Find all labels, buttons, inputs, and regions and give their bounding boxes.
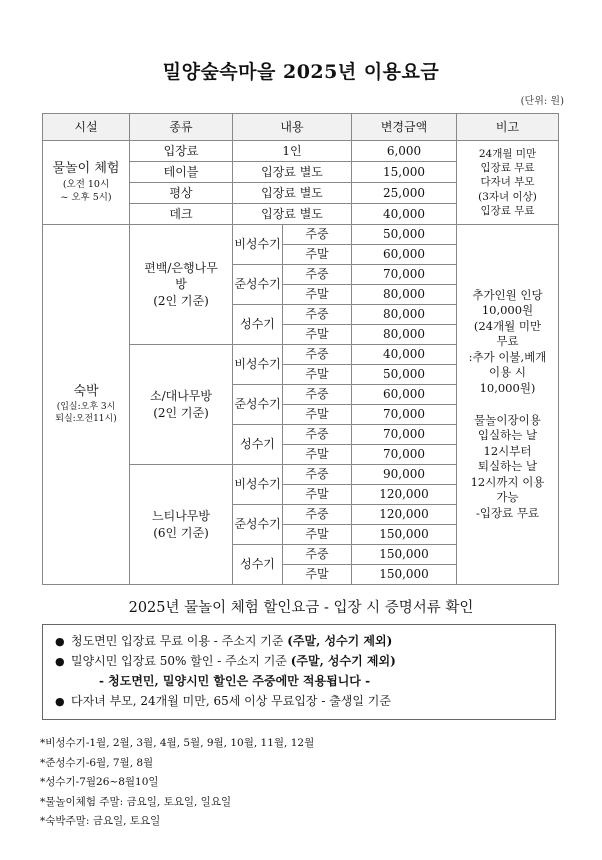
season-label: 성수기 bbox=[240, 317, 275, 332]
season-name bbox=[233, 465, 283, 505]
weekend-label: 주말 bbox=[283, 245, 352, 265]
weekend-price: 150,000 bbox=[352, 565, 457, 585]
water-note-line: 입장료 무료 bbox=[480, 204, 535, 217]
weekday-label: 주중 bbox=[283, 545, 352, 565]
water-note-line: 24개월 미만 bbox=[478, 148, 537, 161]
lodging-note-line: 12시까지 이용 bbox=[470, 474, 545, 489]
footnotes bbox=[40, 734, 314, 832]
water-content: 입장료 별도 bbox=[233, 204, 352, 225]
season-name bbox=[233, 305, 283, 345]
weekday-price: 70,000 bbox=[352, 265, 457, 285]
weekday-price: 60,000 bbox=[352, 385, 457, 405]
bullet-icon: ● bbox=[55, 635, 65, 648]
room-name-line2: 방 bbox=[175, 277, 187, 292]
lodging-facility-name: 숙박 bbox=[73, 384, 99, 400]
weekday-label: 주중 bbox=[283, 265, 352, 285]
lodging-note-spacer bbox=[457, 397, 558, 413]
water-type: 테이블 bbox=[130, 162, 233, 183]
lodging-note-line: 입실하는 날 bbox=[477, 428, 538, 443]
page-title: 밀양숲속마을 2025년 이용요금 bbox=[162, 61, 440, 83]
table-header-row bbox=[43, 114, 559, 141]
lodging-hours-line1: (입실:오후 3시 bbox=[56, 401, 116, 412]
weekday-price: 70,000 bbox=[352, 425, 457, 445]
weekend-label: 주말 bbox=[283, 565, 352, 585]
water-facility-name: 물놀이 체험 bbox=[52, 161, 120, 177]
weekend-label: 주말 bbox=[283, 365, 352, 385]
footnote: *숙박주말: 금요일, 토요일 bbox=[40, 815, 161, 827]
season-name bbox=[233, 225, 283, 265]
weekend-price: 70,000 bbox=[352, 445, 457, 465]
water-hours-line2: ~ 오후 5시) bbox=[60, 192, 112, 204]
weekend-price: 80,000 bbox=[352, 325, 457, 345]
lodging-note-line: 물놀이장이용 bbox=[474, 412, 541, 427]
water-price: 25,000 bbox=[352, 183, 457, 204]
water-price: 40,000 bbox=[352, 204, 457, 225]
weekday-label: 주중 bbox=[283, 305, 352, 325]
weekday-label: 주중 bbox=[283, 425, 352, 445]
lodging-note-line: 퇴실하는 날 bbox=[477, 459, 538, 474]
room-capacity: (2인 기준) bbox=[153, 405, 209, 420]
discount-bold: (주말, 성수기 제외) bbox=[287, 634, 393, 648]
season-name bbox=[233, 545, 283, 585]
water-price: 6,000 bbox=[352, 141, 457, 162]
discount-title: 2025년 물놀이 체험 할인요금 - 입장 시 증명서류 확인 bbox=[128, 600, 474, 616]
weekday-price: 40,000 bbox=[352, 345, 457, 365]
header-note: 비고 bbox=[457, 114, 559, 141]
lodging-facility-cell bbox=[43, 225, 130, 585]
room-name-cell bbox=[130, 345, 233, 465]
weekday-price: 90,000 bbox=[352, 465, 457, 485]
weekend-price: 80,000 bbox=[352, 285, 457, 305]
water-facility-cell bbox=[43, 141, 130, 225]
discount-text: 다자녀 부모, 24개월 미만, 65세 이상 무료입장 - 출생일 기준 bbox=[71, 694, 391, 708]
season-label: 비성수기 bbox=[234, 237, 281, 252]
lodging-note-cell bbox=[457, 225, 559, 585]
discount-line-4 bbox=[55, 691, 545, 711]
water-content: 입장료 별도 bbox=[233, 183, 352, 204]
weekday-label: 주중 bbox=[283, 225, 352, 245]
footnote: *비성수기-1월, 2월, 3월, 4월, 5월, 9월, 10월, 11월, 12월 bbox=[40, 737, 315, 749]
footnote: *물놀이체험 주말: 금요일, 토요일, 일요일 bbox=[40, 795, 232, 808]
weekend-label: 주말 bbox=[283, 485, 352, 505]
lodging-note-line: 무료 bbox=[496, 334, 519, 349]
water-note-line: (3자녀 이상) bbox=[478, 190, 537, 203]
header-content: 내용 bbox=[233, 114, 352, 141]
discount-line-2 bbox=[55, 651, 545, 671]
weekend-price: 150,000 bbox=[352, 525, 457, 545]
water-hours-line1: (오전 10시 bbox=[62, 178, 110, 190]
header-type: 종류 bbox=[130, 114, 233, 141]
weekend-price: 60,000 bbox=[352, 245, 457, 265]
header-facility: 시설 bbox=[43, 114, 130, 141]
discount-text: 밀양시민 입장료 50% 할인 - 주소지 기준 bbox=[71, 654, 291, 668]
water-content: 입장료 별도 bbox=[233, 162, 352, 183]
lodging-note-line: -입장료 무료 bbox=[475, 505, 540, 520]
water-note-cell bbox=[457, 141, 559, 225]
weekend-price: 120,000 bbox=[352, 485, 457, 505]
footnote: *성수기-7월26~8월10일 bbox=[40, 776, 159, 788]
weekday-label: 주중 bbox=[283, 465, 352, 485]
season-label: 성수기 bbox=[240, 437, 275, 452]
table-row bbox=[43, 141, 559, 162]
lodging-note-line: (24개월 미만 bbox=[473, 318, 542, 333]
weekend-label: 주말 bbox=[283, 445, 352, 465]
weekend-label: 주말 bbox=[283, 285, 352, 305]
season-name bbox=[233, 505, 283, 545]
bullet-icon: ● bbox=[55, 655, 65, 668]
season-name bbox=[233, 265, 283, 305]
weekday-price: 120,000 bbox=[352, 505, 457, 525]
season-label: 비성수기 bbox=[234, 477, 281, 492]
lodging-note-line: 10,000원 bbox=[481, 303, 534, 318]
discount-bold: (주말, 성수기 제외) bbox=[290, 654, 396, 668]
season-name bbox=[233, 345, 283, 385]
weekend-label: 주말 bbox=[283, 405, 352, 425]
season-name bbox=[233, 425, 283, 465]
room-capacity: (2인 기준) bbox=[153, 293, 209, 308]
weekday-price: 80,000 bbox=[352, 305, 457, 325]
bullet-icon: ● bbox=[55, 695, 65, 708]
water-price: 15,000 bbox=[352, 162, 457, 183]
weekday-label: 주중 bbox=[283, 505, 352, 525]
lodging-note-line: 이용 시 bbox=[489, 365, 526, 380]
weekday-label: 주중 bbox=[283, 385, 352, 405]
weekend-price: 50,000 bbox=[352, 365, 457, 385]
season-label: 준성수기 bbox=[234, 277, 281, 292]
season-label: 준성수기 bbox=[234, 517, 281, 532]
water-type: 입장료 bbox=[130, 141, 233, 162]
weekend-price: 70,000 bbox=[352, 405, 457, 425]
weekday-price: 50,000 bbox=[352, 225, 457, 245]
weekday-label: 주중 bbox=[283, 345, 352, 365]
lodging-note-line: :추가 이불,베개 bbox=[468, 349, 547, 364]
season-name bbox=[233, 385, 283, 425]
lodging-note-line: 10,000원) bbox=[479, 380, 536, 395]
weekend-label: 주말 bbox=[283, 525, 352, 545]
discount-text: 청도면민 입장료 무료 이용 - 주소지 기준 bbox=[71, 634, 288, 648]
lodging-hours-line2: 퇴실:오전11시) bbox=[55, 414, 117, 425]
season-label: 성수기 bbox=[240, 557, 275, 572]
season-label: 비성수기 bbox=[234, 357, 281, 372]
room-name-cell bbox=[130, 225, 233, 345]
room-name-line1: 느티나무방 bbox=[152, 509, 210, 524]
table-row bbox=[43, 225, 559, 245]
footnote: *준성수기-6월, 7월, 8월 bbox=[40, 756, 154, 769]
discount-box bbox=[42, 624, 556, 720]
discount-line-1 bbox=[55, 631, 545, 651]
lodging-note-line: 가능 bbox=[496, 490, 519, 505]
weekday-price: 150,000 bbox=[352, 545, 457, 565]
discount-line-3: - 청도면민, 밀양시민 할인은 주중에만 적용됩니다 - bbox=[99, 674, 371, 688]
unit-label: (단위: 원) bbox=[520, 96, 564, 107]
lodging-note-line: 추가인원 인당 bbox=[472, 287, 543, 302]
water-type: 평상 bbox=[130, 183, 233, 204]
water-note-line: 입장료 무료 bbox=[480, 162, 535, 175]
header-price: 변경금액 bbox=[352, 114, 457, 141]
room-capacity: (6인 기준) bbox=[153, 525, 209, 540]
weekend-label: 주말 bbox=[283, 325, 352, 345]
room-name-line1: 편백/은행나무 bbox=[144, 261, 218, 276]
lodging-note-line: 12시부터 bbox=[483, 443, 532, 458]
room-name-line1: 소/대나무방 bbox=[149, 389, 212, 404]
water-type: 데크 bbox=[130, 204, 233, 225]
water-note-line: 다자녀 부모 bbox=[480, 176, 535, 189]
room-name-cell bbox=[130, 465, 233, 585]
season-label: 준성수기 bbox=[234, 397, 281, 412]
water-content: 1인 bbox=[233, 141, 352, 162]
fee-table bbox=[42, 113, 559, 585]
